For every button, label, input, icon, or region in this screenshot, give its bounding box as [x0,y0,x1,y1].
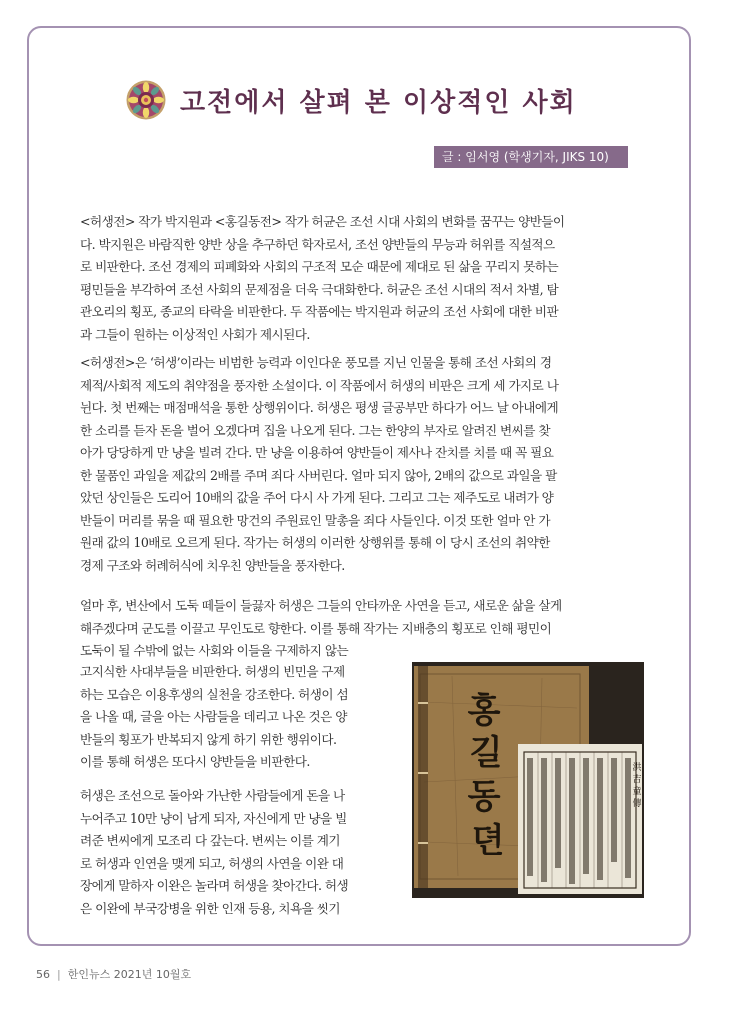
spine-char-2: 吉 [632,775,642,785]
text-line: 고지식한 사대부들을 비판한다. 허생의 빈민을 구제 [80,664,345,679]
page-footer [36,966,191,982]
article-title: 고전에서 살펴 본 이상적인 사회 [180,87,577,118]
text-line: 은 이완에 부국강병을 위한 인재 등용, 치욕을 씻기 [80,900,340,916]
text-line: 다. 박지원은 바람직한 양반 상을 추구하던 학자로서, 조선 양반들의 무능과 허위를 직설적으 [80,236,555,252]
paragraph-3-continued [80,661,348,774]
text-line: 려준 변씨에게 모조리 다 갚는다. 변씨는 이를 계기 [80,833,340,848]
text-line: 제적/사회적 제도의 취약점을 풍자한 소설이다. 이 작품에서 허생의 비판은 크게 세 가지로 나 [80,377,559,393]
text-line: 한 소리를 듣자 돈을 벌어 오겠다며 집을 나오게 된다. 그는 한양의 부자로 알려진 변씨를 찾 [80,422,550,438]
text-line: 이를 통해 허생은 또다시 양반들을 비판한다. [80,754,310,769]
text-line: 로 허생과 인연을 맺게 되고, 허생의 사연을 이완 대 [80,855,344,871]
cover-char-4: 뎐 [471,821,505,861]
text-line: 뉜다. 첫 번째는 매점매석을 통한 상행위이다. 허생은 평생 글공부만 하다가 어느 날 아내에게 [80,400,559,415]
title-row [126,78,577,122]
text-line: 로 비판한다. 조선 경제의 피폐화와 사회의 구조적 모순 때문에 제대로 된 삶을 꾸리지 못하는 [80,259,559,274]
text-line: <허생전> 작가 박지원과 <홍길동전> 작가 허균은 조선 시대 사회의 변화를 꿈꾸는 양반들이 [80,214,565,229]
page-number: 56 [36,968,50,981]
spine-char-3: 童 [632,787,642,797]
text-line: 도둑이 될 수밖에 없는 사회와 이들을 구제하지 않는 [80,643,349,658]
text-line: 해주겠다며 군도를 이끌고 무인도로 향한다. 이를 통해 작가는 지배층의 횡포로 인해 평민이 [80,620,552,636]
byline-badge: 글 : 임서영 (학생기자, JIKS 10) [434,146,628,168]
text-line: 과 그들이 원하는 이상적인 사회가 제시된다. [80,326,310,342]
paragraph-2 [80,352,558,577]
text-line: 원래 값의 10배로 오르게 된다. 작가는 허생의 이러한 상행위를 통해 이 당시 조선의 취약한 [80,535,550,550]
text-line: 얼마 후, 변산에서 도둑 떼들이 들끓자 허생은 그들의 안타까운 사연을 듣고, 새로운 삶을 살게 [80,598,562,613]
lotus-medallion-icon [126,80,166,120]
text-line: 한 물품인 과일을 제값의 2배를 주며 죄다 사버린다. 얼마 되지 않아, 2배의 값으로 과일을 팔 [80,467,557,483]
text-line: 장에게 말하자 이완은 놀라며 허생을 찾아간다. 허생 [80,878,349,893]
publication-name: 한인뉴스 2021년 10월호 [67,968,192,981]
cover-char-1: 홍 [467,691,501,731]
text-line: 반들이 머리를 묶을 때 필요한 망건의 주원료인 말총을 죄다 사들인다. 이것 또한 얼마 안 가 [80,512,550,528]
spine-char-4: 傳 [632,799,642,809]
text-line: 을 나올 때, 글을 아는 사람들을 데리고 나온 것은 양 [80,709,347,724]
text-line: 경제 구조와 허례허식에 치우친 양반들을 풍자한다. [80,557,345,573]
text-line: <허생전>은 ‘허생’이라는 비범한 능력과 이인다운 풍모를 지닌 인물을 통해 조선 사회의 경 [80,355,552,370]
cover-char-2: 길 [469,733,503,773]
spine-char-1: 洪 [632,763,642,773]
paragraph-3 [80,595,562,663]
text-line: 평민들을 부각하여 조선 사회의 문제점을 더욱 극대화한다. 허균은 조선 시대의 적서 차별, 탐 [80,281,559,297]
cover-char-3: 동 [467,777,501,817]
text-line: 았던 상인들은 도리어 10배의 값을 주어 다시 사 가게 된다. 그리고 그는 제주도로 내려가 양 [80,490,554,505]
paragraph-4 [80,785,348,920]
text-line: 아가 당당하게 만 냥을 빌려 간다. 만 냥을 이용하여 양반들이 제사나 잔치를 치를 때 꼭 필요 [80,445,554,460]
text-line: 누어주고 10만 냥이 남게 되자, 자신에게 만 냥을 빌 [80,810,347,826]
text-line: 반들의 횡포가 반복되지 않게 하기 위한 행위이다. [80,731,337,747]
footer-divider: | [57,968,61,981]
paragraph-1 [80,211,565,346]
text-line: 관오리의 횡포, 종교의 타락을 비판한다. 두 작품에는 박지원과 허균의 조선 사회에 대한 비판 [80,304,559,319]
text-line: 하는 모습은 이용후생의 실천을 강조한다. 허생이 섬 [80,686,349,702]
text-line: 허생은 조선으로 돌아와 가난한 사람들에게 돈을 나 [80,788,345,803]
hong-gil-dong-book-photo [412,662,644,898]
